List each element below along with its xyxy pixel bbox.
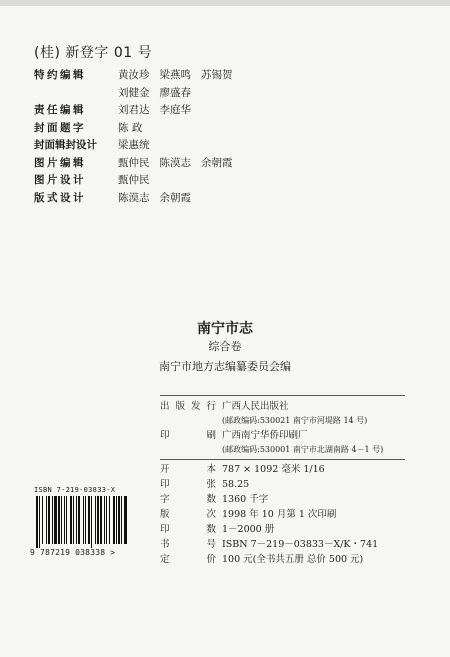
barcode-bar — [95, 496, 96, 544]
spec-value: 1－2000 册 — [222, 524, 275, 535]
spec-row — [160, 537, 378, 552]
spec-value: 1360 千字 — [222, 494, 269, 505]
barcode-bar — [48, 496, 50, 544]
barcode-bar — [85, 496, 86, 544]
credit-row — [34, 137, 243, 155]
credit-names — [118, 85, 201, 103]
barcode-bar — [46, 496, 47, 544]
credit-row — [34, 85, 243, 103]
credit-row — [34, 190, 243, 208]
isbn-barcode — [30, 486, 155, 560]
spec-value: 1998 年 10 月第 1 次印刷 — [222, 509, 337, 520]
barcode-bar — [52, 496, 53, 544]
credit-role — [34, 85, 118, 103]
credit-names — [118, 67, 243, 85]
spec-label: 书 号 — [160, 539, 216, 550]
credit-role: 封面辑封设计 — [34, 139, 97, 151]
credit-names — [118, 137, 160, 155]
spec-label: 印 张 — [160, 479, 216, 490]
barcode-bar — [64, 496, 65, 544]
top-rule — [160, 395, 405, 396]
credit-names — [118, 155, 243, 173]
top-edge-strip — [0, 0, 450, 6]
barcode-bar — [121, 496, 122, 544]
barcode-digits: 9 787219 038338 > — [30, 548, 116, 557]
credit-name: 陈漠志 — [159, 156, 191, 169]
barcode-bar — [61, 496, 62, 544]
publisher-address: (邮政编码:530021 南宁市河堤路 14 号) — [222, 416, 368, 425]
spec-label: 定 价 — [160, 554, 216, 565]
barcode-bar — [78, 496, 80, 544]
credit-role: 封面题字 — [34, 121, 86, 134]
spec-value: 787 × 1092 毫米 1/16 — [222, 464, 325, 475]
credit-names — [118, 120, 152, 138]
credit-name: 甄仲民 — [118, 174, 150, 186]
spec-label: 版 次 — [160, 509, 216, 520]
spec-value: ISBN 7－219－03833－X/K・741 — [222, 539, 379, 550]
barcode-bar — [113, 496, 115, 544]
credit-names — [118, 190, 201, 208]
barcode-bar — [124, 496, 127, 544]
credit-name: 梁惠统 — [118, 139, 150, 151]
middle-rule — [160, 459, 405, 460]
credit-name: 廖盛春 — [159, 86, 191, 99]
credit-row — [34, 67, 243, 85]
credit-name: 黄汝珍 — [118, 69, 150, 81]
spec-label: 印 数 — [160, 524, 216, 535]
credit-row — [34, 172, 243, 190]
printer-name: 广西南宁华侨印刷厂 — [222, 430, 308, 441]
publisher-block — [160, 399, 383, 457]
barcode-bar — [39, 496, 40, 548]
credit-names — [118, 102, 201, 120]
barcode-bar — [54, 496, 57, 544]
credit-name: 刘君达 — [118, 104, 150, 116]
barcode-bar — [91, 496, 92, 548]
publisher-label: 出版发行 — [160, 401, 216, 412]
barcode-bar — [116, 496, 117, 544]
barcode-bar — [106, 496, 107, 544]
barcode-bar — [118, 496, 120, 544]
barcode-bar — [100, 496, 102, 544]
compiler-line: 南宁市地方志编纂委员会编 — [159, 360, 291, 373]
spec-label: 字 数 — [160, 494, 216, 505]
barcode-bar — [42, 496, 43, 544]
barcode-bar — [97, 496, 99, 544]
barcode-bar — [88, 496, 90, 544]
barcode-bar — [83, 496, 84, 544]
volume-subtitle: 综合卷 — [208, 340, 242, 353]
spec-value: 100 元(全书共五册 总价 500 元) — [222, 554, 364, 565]
barcode-bars — [36, 496, 148, 548]
barcode-bar — [58, 496, 60, 544]
credit-name: 余朝霞 — [159, 191, 191, 204]
spec-row — [160, 552, 378, 567]
credit-name: 李庭华 — [159, 104, 191, 116]
publication-info — [160, 395, 410, 565]
printer-address: (邮政编码:530001 南宁市北湖南路 4－1 号) — [222, 445, 384, 454]
credit-name: 甄仲民 — [118, 156, 150, 169]
credit-row — [34, 155, 243, 173]
credit-row — [34, 120, 243, 138]
credit-names — [118, 172, 160, 190]
credit-role: 版式设计 — [34, 191, 86, 204]
spec-row — [160, 462, 378, 477]
barcode-bar — [76, 496, 77, 544]
spec-row — [160, 522, 378, 537]
credit-name: 陈漠志 — [118, 191, 150, 204]
spec-row — [160, 477, 378, 492]
barcode-isbn-text: ISBN 7-219-03833-X — [34, 486, 116, 494]
book-title: 南宁市志 — [197, 321, 253, 337]
barcode-bar — [66, 496, 67, 544]
credits-list — [34, 67, 243, 207]
credit-name: 刘健金 — [118, 86, 150, 99]
publisher-name: 广西人民出版社 — [222, 401, 289, 412]
credit-name: 苏锡贺 — [201, 69, 233, 81]
barcode-bar — [73, 496, 74, 544]
credit-role: 责任编辑 — [34, 104, 86, 116]
spec-list — [160, 462, 378, 567]
credit-name: 陈 政 — [118, 121, 143, 134]
barcode-bar — [70, 496, 72, 544]
printer-label: 印 刷 — [160, 430, 216, 441]
registration-number: (桂) 新登字 01 号 — [34, 45, 153, 61]
spec-row — [160, 492, 378, 507]
spec-label: 开 本 — [160, 464, 216, 475]
credit-role: 特约编辑 — [34, 69, 86, 81]
barcode-bar — [104, 496, 105, 544]
credit-role: 图片设计 — [34, 174, 86, 186]
spec-value: 58.25 — [222, 479, 250, 490]
credit-name: 梁燕鸣 — [159, 69, 191, 81]
barcode-bar — [36, 496, 38, 548]
barcode-bar — [109, 496, 110, 544]
credit-name: 余朝霞 — [201, 156, 233, 169]
credit-row — [34, 102, 243, 120]
spec-row — [160, 507, 378, 522]
credit-role: 图片编辑 — [34, 156, 86, 169]
